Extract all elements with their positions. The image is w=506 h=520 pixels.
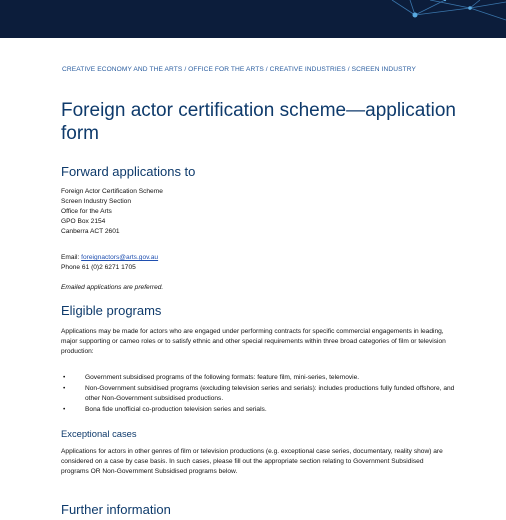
address-line: Screen Industry Section [61,198,132,205]
address-line: Office for the Arts [61,208,112,215]
list-item [61,373,461,383]
page-title: Foreign actor certification scheme—application form [61,100,456,144]
eligible-heading: Eligible programs [61,303,162,318]
email-link[interactable]: foreignactors@arts.gov.au [81,254,159,261]
exceptional-heading: Exceptional cases [61,428,137,439]
address-line: GPO Box 2154 [61,218,106,225]
bullet-icon: • [63,374,66,381]
eligible-list [61,373,461,416]
bullet-icon: • [63,406,66,414]
further-heading: Further information [61,502,171,517]
contact-details [61,253,158,273]
header-banner [0,0,506,38]
address-line: Canberra ACT 2601 [61,228,120,235]
list-item-text: Non-Government subsidised programs (excluding television series and serials): includes productions fully funded offshore, and other Non-Government subsidised productions. [85,385,455,403]
address-line: Foreign Actor Certification Scheme [61,188,163,195]
network-graphic [0,0,506,38]
list-item-text: Bona fide unofficial co-production television series and serials. [85,406,267,414]
email-label: Email: [61,254,82,261]
bullet-icon: • [63,385,66,393]
email-line [61,253,158,263]
list-item [61,405,461,415]
exceptional-text: Applications for actors in other genres of film or television productions (e.g. exceptional case series, documentary, reality show) are considered on a case by case basis. In such cases, please fill out the appropriate section relating to Government Subsidised programs OR Non-Government Subsidised programs below. [61,448,443,476]
list-item-text: Government subsidised programs of the following formats: feature film, mini-series, telemovie. [85,374,360,381]
phone-line: Phone 61 (0)2 6271 1705 [61,264,136,271]
list-item [61,384,461,404]
breadcrumb[interactable]: CREATIVE ECONOMY AND THE ARTS / OFFICE FOR THE ARTS / CREATIVE INDUSTRIES / SCREEN INDUSTRY [62,66,416,73]
mailing-address [61,187,163,237]
email-preference-note: Emailed applications are preferred. [61,284,164,291]
eligible-intro: Applications may be made for actors who are engaged under performing contracts for specific commercial engagements in leading, major supporting or cameo roles or to satisfy ethnic and other special requirements within three broad categories of film or television production: [61,328,446,356]
forward-heading: Forward applications to [61,164,196,179]
